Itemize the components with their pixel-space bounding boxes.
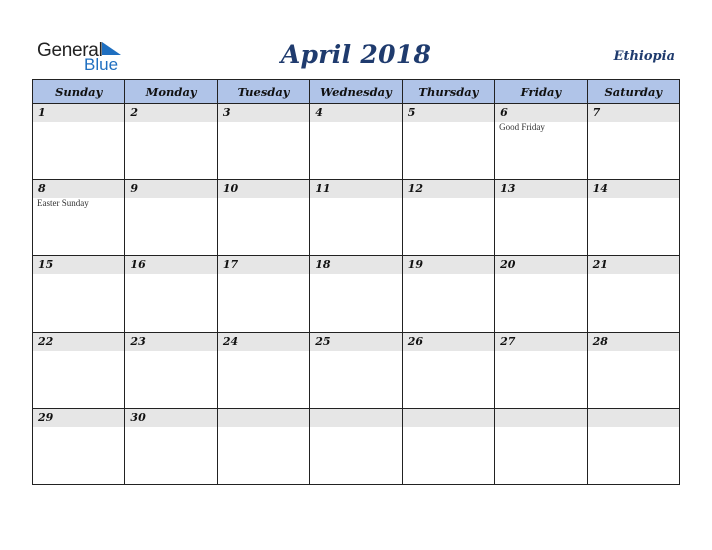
day-number: 15 bbox=[38, 258, 54, 272]
day-number: 2 bbox=[130, 106, 139, 119]
day-cell-date-bar bbox=[310, 104, 401, 122]
day-number: 6 bbox=[500, 106, 508, 119]
day-cell-date-bar bbox=[403, 104, 494, 122]
day-cell bbox=[403, 180, 495, 256]
weekday-header-saturday: Saturday bbox=[588, 80, 680, 104]
day-number: 16 bbox=[130, 258, 146, 272]
day-number: 25 bbox=[315, 334, 331, 348]
day-cell-date-bar bbox=[125, 409, 216, 427]
day-cell-date-bar bbox=[495, 256, 586, 274]
day-cell bbox=[33, 104, 125, 180]
day-cell bbox=[33, 409, 125, 485]
day-cell bbox=[588, 333, 680, 409]
day-cell bbox=[588, 409, 680, 485]
day-cell bbox=[495, 409, 587, 485]
day-number: 8 bbox=[38, 182, 46, 196]
day-number: 3 bbox=[222, 106, 231, 119]
day-cell-date-bar bbox=[310, 180, 401, 198]
day-number: 27 bbox=[500, 334, 516, 348]
day-number: 20 bbox=[500, 258, 516, 272]
day-cell-date-bar bbox=[33, 256, 124, 274]
day-cell bbox=[310, 333, 402, 409]
day-cell-date-bar bbox=[588, 333, 679, 351]
day-cell bbox=[218, 256, 310, 332]
day-cell-date-bar bbox=[588, 256, 679, 274]
day-number: 21 bbox=[592, 258, 608, 272]
calendar-title: April 2018 bbox=[280, 40, 432, 69]
day-cell-date-bar bbox=[218, 409, 309, 427]
day-cell bbox=[495, 180, 587, 256]
day-cell bbox=[33, 180, 125, 256]
day-cell-date-bar bbox=[125, 180, 216, 198]
holiday-label: Easter Sunday bbox=[37, 198, 89, 209]
day-cell-date-bar bbox=[403, 409, 494, 427]
day-cell bbox=[218, 333, 310, 409]
day-cell-date-bar bbox=[403, 180, 494, 198]
day-cell-date-bar bbox=[403, 256, 494, 274]
day-number: 14 bbox=[592, 182, 608, 196]
day-cell-date-bar bbox=[310, 333, 401, 351]
day-cell-date-bar bbox=[495, 409, 586, 427]
day-number: 12 bbox=[407, 182, 424, 196]
day-number: 26 bbox=[407, 334, 424, 348]
day-number: 28 bbox=[592, 334, 608, 348]
day-cell-date-bar bbox=[125, 256, 216, 274]
day-cell bbox=[125, 333, 217, 409]
day-cell bbox=[403, 333, 495, 409]
day-cell bbox=[310, 256, 402, 332]
day-cell bbox=[125, 256, 217, 332]
day-cell-date-bar bbox=[495, 104, 586, 122]
day-cell bbox=[588, 256, 680, 332]
day-cell-date-bar bbox=[218, 256, 309, 274]
weekday-header-monday: Monday bbox=[125, 80, 217, 104]
day-number: 10 bbox=[222, 182, 239, 196]
day-number: 19 bbox=[407, 258, 424, 272]
day-cell-date-bar bbox=[588, 104, 679, 122]
day-cell-date-bar bbox=[310, 256, 401, 274]
logo-text-general: General bbox=[37, 40, 103, 61]
day-cell-date-bar bbox=[218, 180, 309, 198]
day-cell-date-bar bbox=[403, 333, 494, 351]
day-cell bbox=[403, 409, 495, 485]
day-cell-date-bar bbox=[33, 180, 124, 198]
day-cell-date-bar bbox=[495, 180, 586, 198]
calendar-grid bbox=[32, 79, 680, 485]
day-number: 17 bbox=[222, 258, 239, 272]
day-number: 24 bbox=[222, 334, 239, 348]
day-cell-date-bar bbox=[588, 180, 679, 198]
day-cell bbox=[310, 409, 402, 485]
day-number: 29 bbox=[38, 410, 54, 424]
day-cell bbox=[403, 256, 495, 332]
day-cell bbox=[218, 180, 310, 256]
country-label: Ethiopia bbox=[613, 49, 675, 64]
day-number: 7 bbox=[592, 106, 601, 119]
day-cell bbox=[495, 256, 587, 332]
day-cell bbox=[310, 104, 402, 180]
day-cell-date-bar bbox=[495, 333, 586, 351]
day-cell bbox=[218, 104, 310, 180]
day-cell bbox=[310, 180, 402, 256]
weekday-header-friday: Friday bbox=[495, 80, 587, 104]
holiday-label: Good Friday bbox=[499, 122, 545, 132]
day-number: 1 bbox=[38, 106, 46, 119]
day-cell bbox=[495, 104, 587, 180]
day-cell-date-bar bbox=[218, 104, 309, 122]
day-cell-date-bar bbox=[33, 104, 124, 122]
day-cell-date-bar bbox=[33, 333, 124, 351]
weekday-header-sunday: Sunday bbox=[33, 80, 125, 104]
day-cell bbox=[495, 333, 587, 409]
weekday-header-wednesday: Wednesday bbox=[310, 80, 402, 104]
day-cell-date-bar bbox=[218, 333, 309, 351]
logo-text-blue: Blue bbox=[84, 55, 119, 74]
day-cell-date-bar bbox=[588, 409, 679, 427]
day-number: 23 bbox=[130, 334, 146, 348]
day-number: 13 bbox=[500, 182, 516, 196]
day-cell-date-bar bbox=[310, 409, 401, 427]
day-cell bbox=[588, 180, 680, 256]
day-cell bbox=[33, 256, 125, 332]
day-number: 9 bbox=[130, 182, 139, 196]
day-number: 4 bbox=[315, 106, 323, 119]
day-cell bbox=[125, 180, 217, 256]
day-cell-date-bar bbox=[33, 409, 124, 427]
day-number: 11 bbox=[315, 182, 331, 196]
weekday-header-thursday: Thursday bbox=[403, 80, 495, 104]
day-cell bbox=[33, 333, 125, 409]
day-cell-date-bar bbox=[125, 333, 216, 351]
day-number: 22 bbox=[38, 334, 54, 348]
day-cell bbox=[403, 104, 495, 180]
day-cell-date-bar bbox=[125, 104, 216, 122]
day-number: 18 bbox=[315, 258, 331, 272]
day-cell bbox=[218, 409, 310, 485]
day-number: 5 bbox=[407, 106, 416, 119]
day-number: 30 bbox=[130, 410, 146, 424]
day-cell bbox=[588, 104, 680, 180]
weekday-header-tuesday: Tuesday bbox=[218, 80, 310, 104]
day-cell bbox=[125, 104, 217, 180]
day-cell bbox=[125, 409, 217, 485]
